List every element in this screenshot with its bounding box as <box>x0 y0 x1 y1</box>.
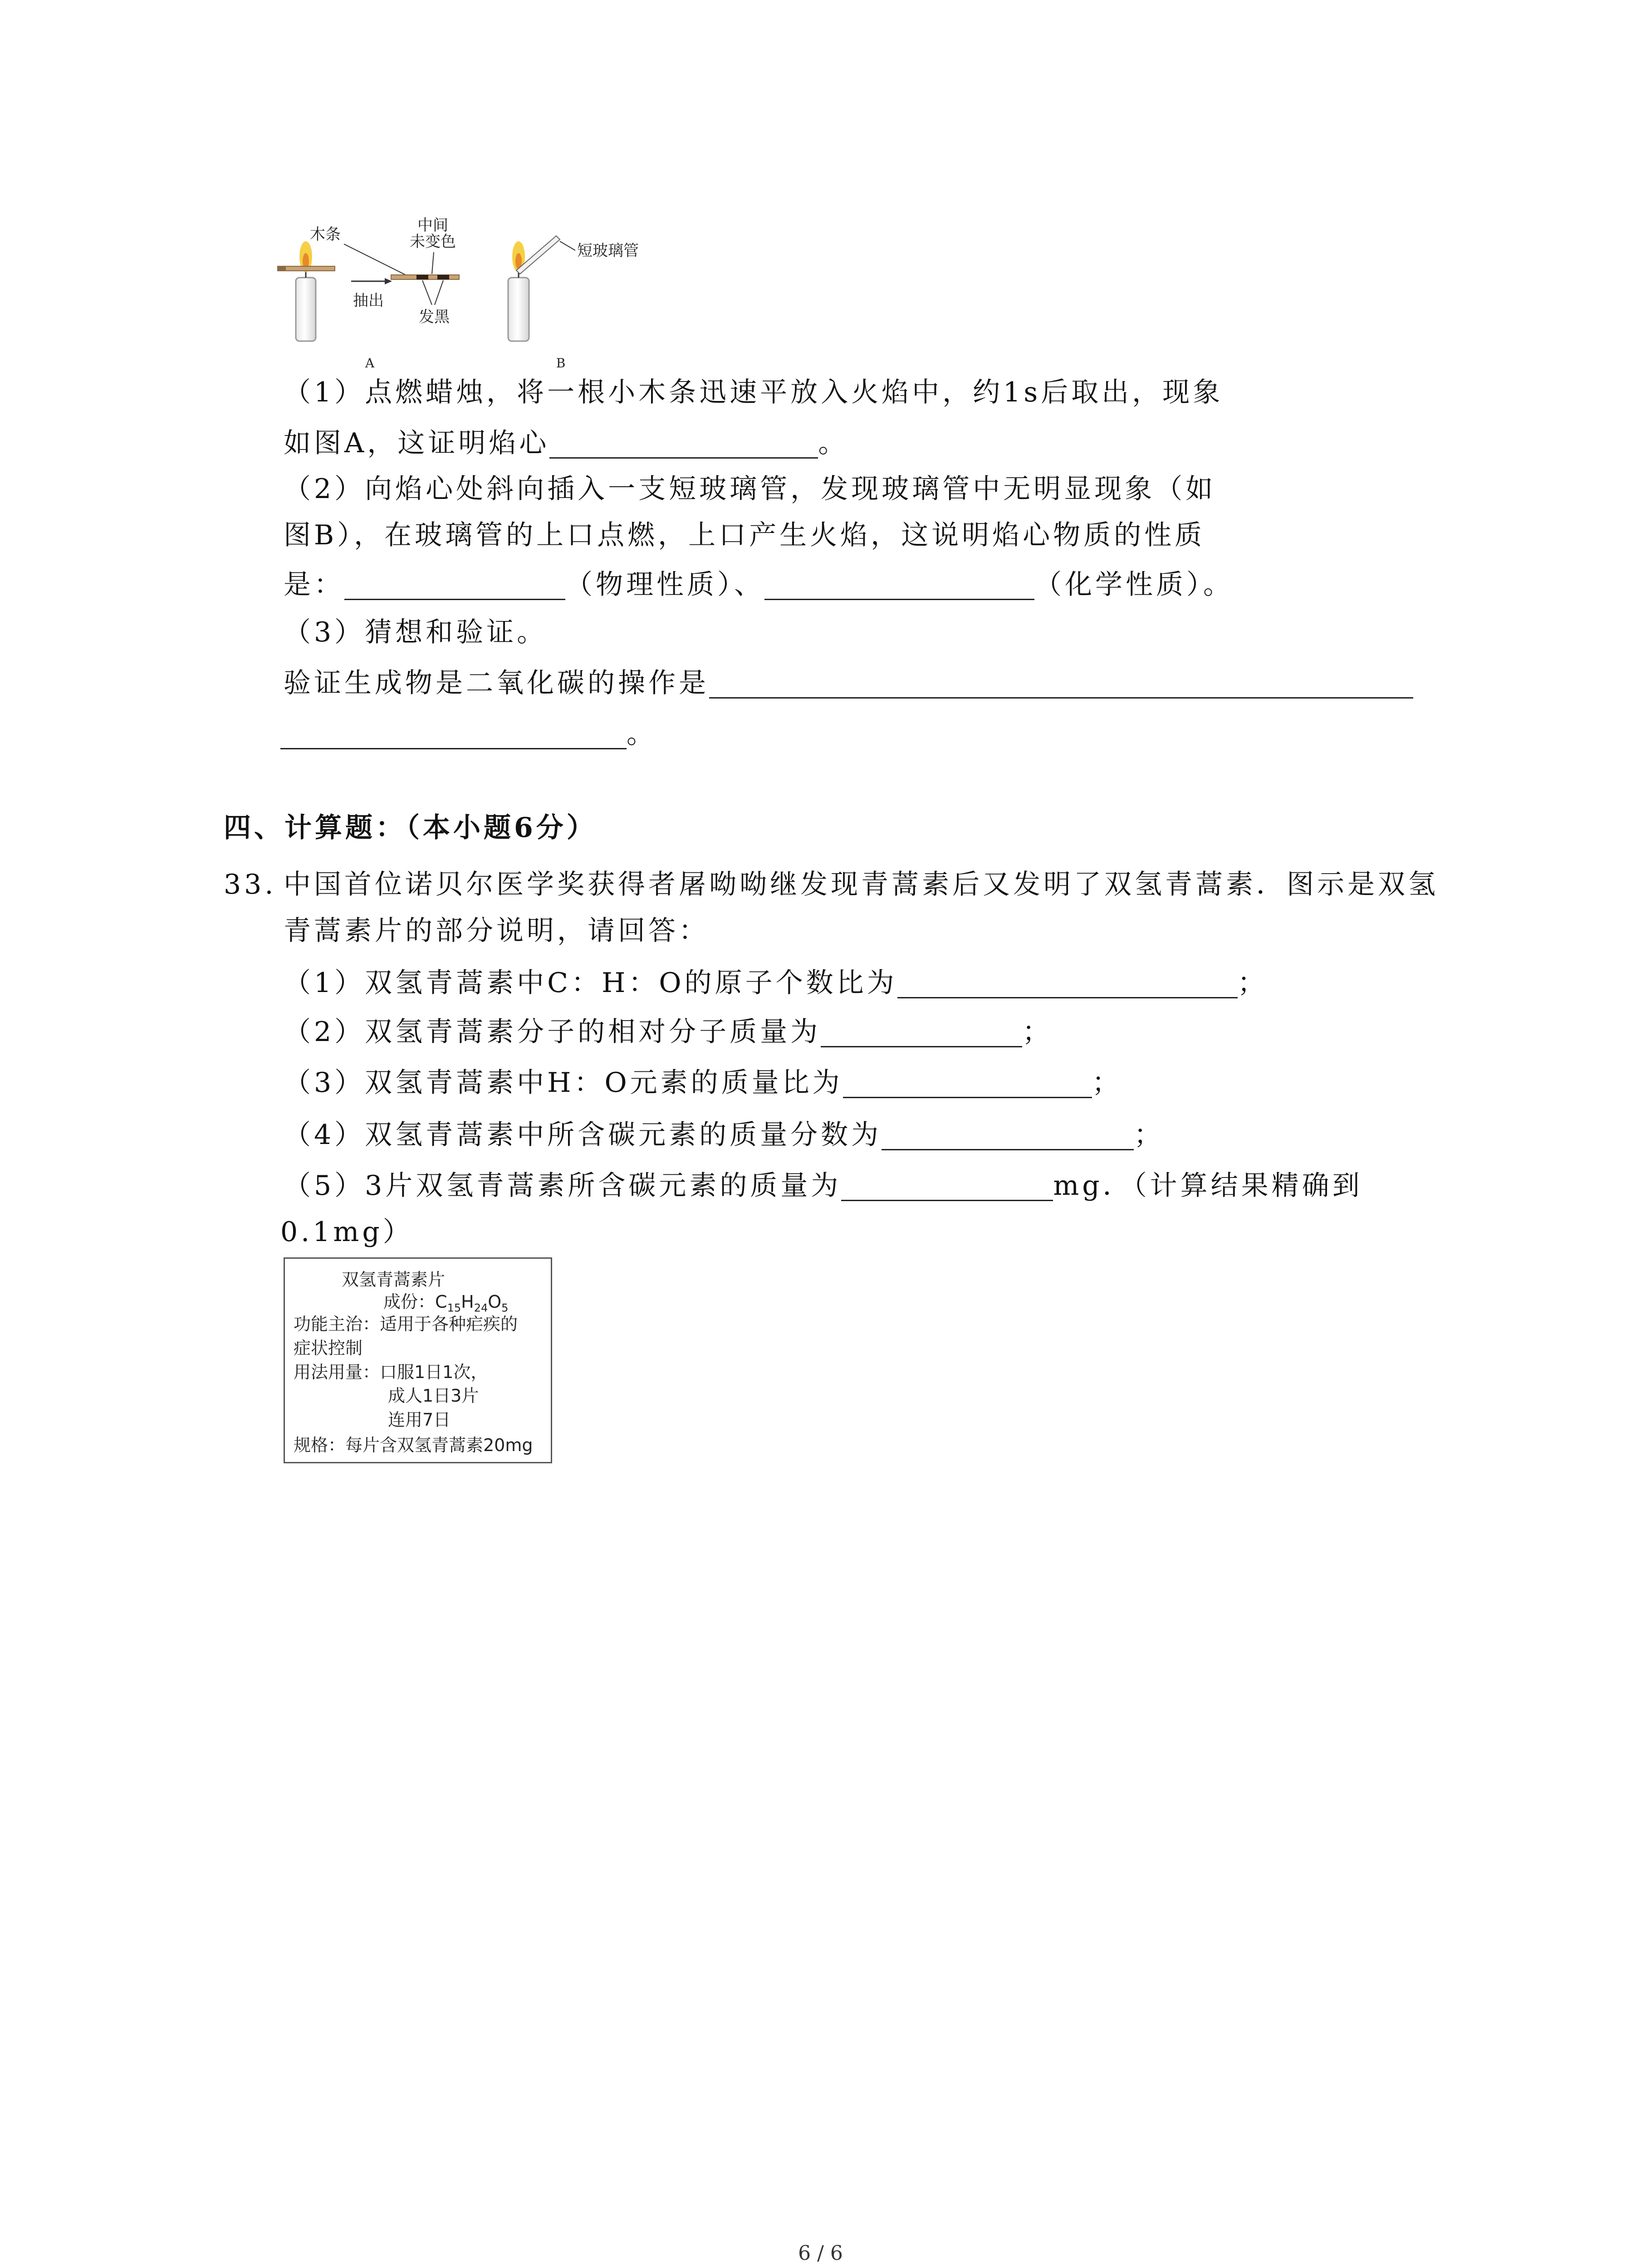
page-number: 6 / 6 <box>798 2242 843 2265</box>
drug-label-title: 双氢青蒿素片 <box>342 1270 446 1290</box>
candle-b-body <box>508 278 529 341</box>
drug-label-box <box>284 1257 552 1463</box>
drug-label-usage-3: 连用7日 <box>388 1410 451 1430</box>
formula-h-subscript: 24 <box>474 1301 488 1315</box>
figure-label-b: B <box>556 356 566 371</box>
figure-label-a: A <box>365 356 375 371</box>
label-middle-line1: 中间 <box>417 216 448 235</box>
q33-item-1-text: （1）双氢青蒿素中C：H：O的原子个数比为 <box>284 967 897 999</box>
charred-section-right <box>437 275 449 279</box>
drug-label-usage-2: 成人1日3片 <box>388 1386 479 1406</box>
formula-o-subscript: 5 <box>501 1301 509 1315</box>
q33-item-5-continuation-text: 0.1mg） <box>280 1216 413 1248</box>
q33-item-4-text: （4）双氢青蒿素中所含碳元素的质量分数为 <box>284 1119 882 1151</box>
section-heading <box>224 810 597 846</box>
q32-part1-line1 <box>284 374 1223 411</box>
q32-part3-text: （3）猜想和验证。 <box>284 616 548 648</box>
formula-h: H <box>461 1292 474 1312</box>
section-heading-text: 四、计算题：（本小题6分） <box>224 812 597 844</box>
blackened-pointer-right <box>435 280 443 305</box>
drug-label-ingredient <box>383 1290 508 1313</box>
blackened-pointer-left <box>422 280 432 305</box>
q32-part2-text2: 图B），在玻璃管的上口点燃，上口产生火焰，这说明焰心物质的性质 <box>284 519 1205 551</box>
q33-item-5-suffix: mg．（计算结果精确到 <box>1053 1170 1363 1202</box>
label-pull-out: 抽出 <box>353 292 384 310</box>
ingredient-label: 成份： <box>383 1292 436 1312</box>
q33-stem-text1: 中国首位诺贝尔医学奖获得者屠呦呦继发现青蒿素后又发明了双氢青蒿素．图示是双氢 <box>284 869 1439 900</box>
q32-part3-line1 <box>284 614 547 650</box>
drug-label-function-2: 症状控制 <box>294 1338 363 1358</box>
q32-part1-text-after-blank: 。 <box>818 427 849 459</box>
formula-c: C <box>435 1292 447 1312</box>
q32-part2-text3b: （物理性质）、 <box>565 569 764 601</box>
charred-section-left <box>416 275 428 279</box>
label-blackened: 发黑 <box>419 308 450 326</box>
q32-part1-line2 <box>284 425 848 461</box>
drug-label-usage-1: 用法用量：口服1日1次， <box>294 1362 488 1382</box>
candle-a-body <box>296 278 316 341</box>
q33-stem-line2 <box>284 913 709 949</box>
label-stick: 木条 <box>310 225 341 244</box>
answer-blank-co2-verification-cont <box>280 721 627 749</box>
q33-item-3-text: （3）双氢青蒿素中H：O元素的质量比为 <box>284 1067 843 1099</box>
drug-label-function-1: 功能主治：适用于各种疟疾的 <box>294 1314 518 1334</box>
q33-stem-line1 <box>284 866 1439 903</box>
q32-part2-text3c: （化学性质）。 <box>1034 569 1234 601</box>
label-glass-tube: 短玻璃管 <box>577 242 639 260</box>
answer-blank-carbon-fraction <box>882 1122 1134 1150</box>
q33-item-4-suffix: ； <box>1134 1119 1165 1151</box>
answer-blank-co2-verification <box>709 670 1413 699</box>
answer-blank-mass-ratio <box>843 1070 1092 1098</box>
q33-number <box>224 866 276 903</box>
candle-experiment-figure <box>272 213 662 376</box>
answer-blank-flame-core <box>549 430 818 459</box>
q33-item-5 <box>284 1168 1363 1204</box>
q33-stem-text2: 青蒿素片的部分说明，请回答： <box>284 915 709 947</box>
glass-tube-pointer-line <box>560 241 575 250</box>
q32-part1-text: （1）点燃蜡烛，将一根小木条迅速平放入火焰中，约1s后取出，现象 <box>284 376 1224 408</box>
answer-blank-chemical-property <box>764 572 1034 600</box>
answer-blank-molecular-mass <box>821 1019 1022 1047</box>
wooden-stick-in-flame <box>278 266 335 271</box>
answer-blank-physical-property <box>344 572 565 600</box>
q33-item-5-text: （5）3片双氢青蒿素所含碳元素的质量为 <box>284 1170 842 1202</box>
label-middle-line2: 未变色 <box>410 233 456 251</box>
q32-part2-line2 <box>284 517 1205 553</box>
q32-part2-line1 <box>284 471 1216 507</box>
q33-item-2 <box>284 1014 1053 1050</box>
q33-item-2-suffix: ； <box>1022 1016 1053 1048</box>
q32-part3-end-text: 。 <box>627 718 657 750</box>
q33-item-3-suffix: ； <box>1092 1067 1122 1099</box>
q33-item-2-text: （2）双氢青蒿素分子的相对分子质量为 <box>284 1016 821 1048</box>
q32-part3-line3 <box>280 716 657 752</box>
stick-pointer-line <box>344 244 406 275</box>
q33-item-3 <box>284 1065 1122 1101</box>
wooden-stick-end <box>278 266 286 271</box>
q33-item-4 <box>284 1117 1164 1153</box>
q32-part3-verify-text: 验证生成物是二氧化碳的操作是 <box>284 667 709 699</box>
drug-label-spec: 规格：每片含双氢青蒿素20mg <box>294 1435 533 1455</box>
answer-blank-atom-ratio <box>897 970 1238 998</box>
formula-c-subscript: 15 <box>447 1301 461 1315</box>
q33-item-5-continuation <box>280 1214 413 1250</box>
q33-number-text: 33. <box>224 869 277 900</box>
formula-o: O <box>488 1292 502 1312</box>
q32-part2-text1: （2）向焰心处斜向插入一支短玻璃管，发现玻璃管中无明显现象（如 <box>284 473 1216 505</box>
q32-part2-text3a: 是： <box>284 569 344 601</box>
middle-pointer-line <box>432 252 434 274</box>
q33-item-1-suffix: ； <box>1237 967 1268 999</box>
q32-part2-line3 <box>284 567 1234 603</box>
q32-part3-line2 <box>284 665 1413 701</box>
q33-item-1 <box>284 965 1268 1001</box>
q32-part1-text-before-blank: 如图A，这证明焰心 <box>284 427 550 459</box>
answer-blank-carbon-mass <box>841 1173 1053 1201</box>
